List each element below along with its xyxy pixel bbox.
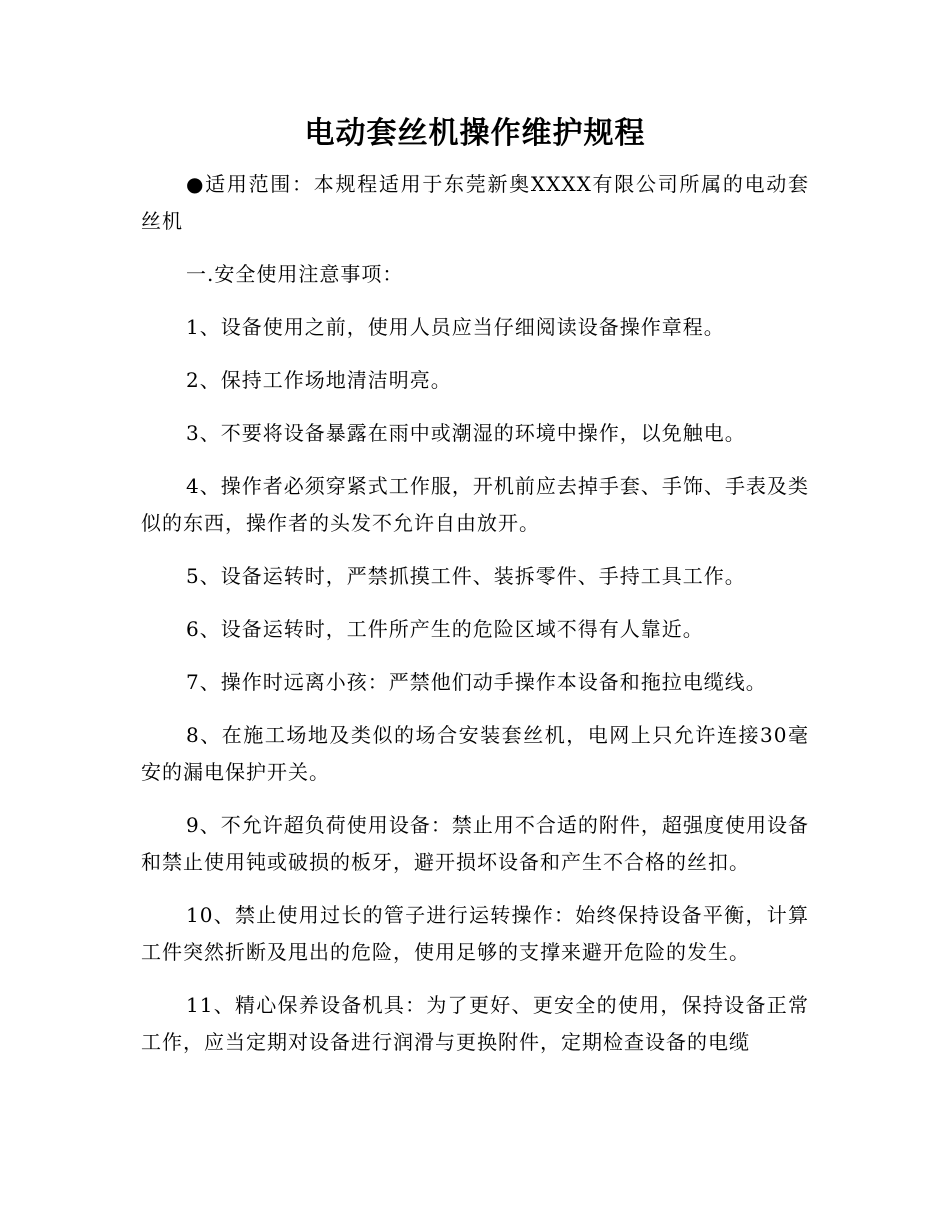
paragraph-scope: ●适用范围：本规程适用于东莞新奥XXXX有限公司所属的电动套丝机	[141, 172, 809, 233]
paragraph-item-8: 8、在施工场地及类似的场合安装套丝机，电网上只允许连接30毫安的漏电保护开关。	[141, 723, 809, 784]
paragraph-item-4: 4、操作者必须穿紧式工作服，开机前应去掉手套、手饰、手表及类似的东西，操作者的头发不允许自由放开。	[141, 474, 809, 535]
paragraph-item-7: 7、操作时远离小孩：严禁他们动手操作本设备和拖拉电缆线。	[186, 670, 767, 694]
paragraph-item-10: 10、禁止使用过长的管子进行运转操作：始终保持设备平衡，计算工件突然折断及甩出的危险，使用足够的支撑来避开危险的发生。	[141, 903, 809, 964]
paragraph-item-5: 5、设备运转时，严禁抓摸工件、装拆零件、手持工具工作。	[186, 564, 746, 588]
paragraph-item-9: 9、不允许超负荷使用设备：禁止用不合适的附件，超强度使用设备和禁止使用钝或破损的板牙，避开损坏设备和产生不合格的丝扣。	[141, 813, 809, 874]
document-title: 电动套丝机操作维护规程	[304, 116, 646, 151]
paragraph-item-2: 2、保持工作场地清洁明亮。	[186, 368, 452, 392]
paragraph-item-11: 11、精心保养设备机具：为了更好、更安全的使用，保持设备正常工作，应当定期对设备进行润滑与更换附件，定期检查设备的电缆	[141, 993, 809, 1054]
paragraph-item-6: 6、设备运转时，工件所产生的危险区域不得有人靠近。	[186, 617, 704, 641]
paragraph-item-3: 3、不要将设备暴露在雨中或潮湿的环境中操作，以免触电。	[186, 421, 746, 445]
document-body	[141, 166, 809, 1077]
paragraph-item-1: 1、设备使用之前，使用人员应当仔细阅读设备操作章程。	[186, 315, 725, 339]
paragraph-section-heading: 一.安全使用注意事项：	[186, 262, 404, 286]
